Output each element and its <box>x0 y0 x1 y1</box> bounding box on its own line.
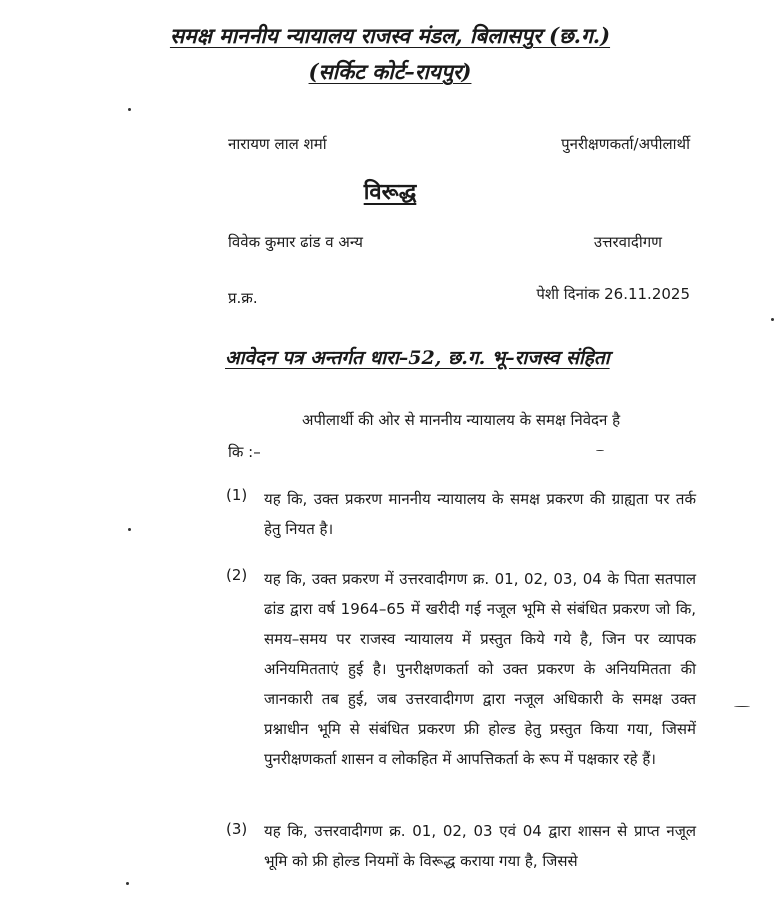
scan-speck <box>128 528 131 531</box>
court-subtitle: (सर्किट कोर्ट–रायपुर) <box>308 59 472 84</box>
versus-label: विरूद्ध <box>363 179 417 205</box>
petitioner-role: पुनरीक्षणकर्ता/अपीलार्थी <box>561 135 690 153</box>
paragraph-text: यह कि, उक्त प्रकरण में उत्तरवादीगण क्र. 01, 02, 03, 04 के पिता सतपाल ढांड द्वारा वर्ष 1964–65 में खरीदी गई नजूल भूमि से संबंधित प्रकरण जो कि, समय–समय पर राजस्व न्यायालय में प्रस्तुत किये गये है, जिन पर व्यापक अनियमितताएं हुई है। पुनरीक्षणकर्ता को उक्त प्रकरण के अनियमितता की जानकारी तब हुई, जब उत्तरवादीगण द्वारा नजूल अधिकारी के समक्ष उक्त प्रश्नाधीन भूमि से संबंधित प्रकरण फ्री होल्ड हेतु प्रस्तुत किया गया, जिसमें पुनरीक्षणकर्ता शासन व लोकहित में आपत्तिकर्ता के रूप में पक्षकार रहे हैं। <box>264 570 696 768</box>
scan-speck <box>128 108 131 111</box>
ki-marker: कि :– <box>228 443 261 461</box>
scan-speck <box>771 318 774 321</box>
application-intro: अपीलार्थी की ओर से माननीय न्यायालय के समक्ष निवेदन है <box>302 411 621 429</box>
petitioner-name: नारायण लाल शर्मा <box>228 135 327 153</box>
paragraph-number: (3) <box>226 820 248 838</box>
application-heading: आवेदन पत्र अन्तर्गत धारा–52, छ.ग. भू–राजस्व संहिता <box>225 347 610 369</box>
respondent-role: उत्तरवादीगण <box>593 233 662 251</box>
case-number-label: प्र.क्र. <box>228 289 258 307</box>
paragraph-text: यह कि, उत्तरवादीगण क्र. 01, 02, 03 एवं 04 द्वारा शासन से प्राप्त नजूल भूमि को फ्री होल्ड नियमों के विरूद्ध कराया गया है, जिससे <box>264 822 696 870</box>
scan-speck <box>596 450 604 451</box>
paragraph-number: (2) <box>226 566 248 584</box>
hearing-date: पेशी दिनांक 26.11.2025 <box>536 285 690 303</box>
paragraph-text: यह कि, उक्त प्रकरण माननीय न्यायालय के समक्ष प्रकरण की ग्राह्यता पर तर्क हेतु नियत है। <box>264 490 696 538</box>
court-title: समक्ष माननीय न्यायालय राजस्व मंडल, बिलासपुर (छ.ग.) <box>169 23 611 48</box>
scan-speck <box>126 882 129 885</box>
scan-speck <box>734 706 750 707</box>
paragraph-number: (1) <box>226 486 248 504</box>
respondent-name: विवेक कुमार ढांड व अन्य <box>228 233 363 251</box>
